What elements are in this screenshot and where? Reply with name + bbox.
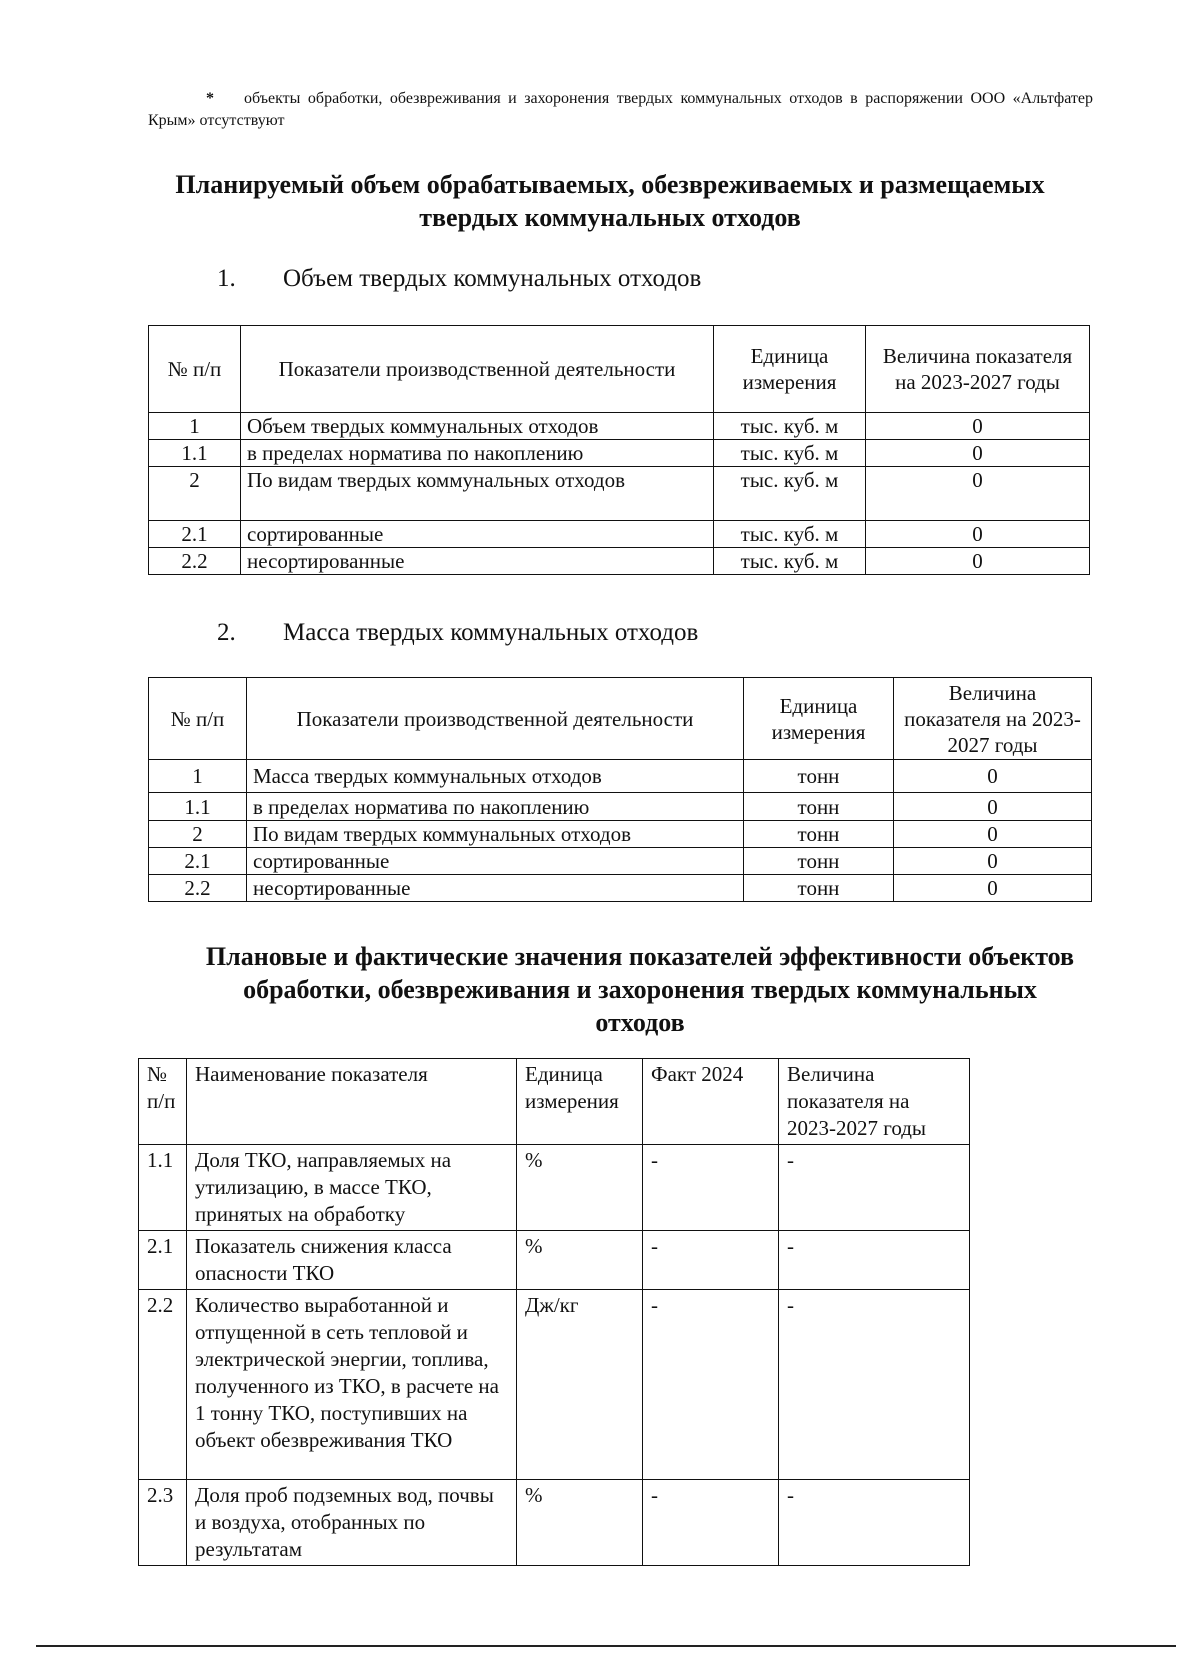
section-2-text: Масса твердых коммунальных отходов (283, 619, 699, 646)
table-row-value: 0 (894, 793, 1092, 821)
header-unit: Единица измерения (744, 678, 894, 760)
table-row-name: По видам твердых коммунальных отходов (247, 821, 744, 848)
table-row-unit: % (517, 1145, 643, 1231)
header-value: Величина показателя на 2023-2027 годы (779, 1059, 970, 1145)
table-row-name: сортированные (241, 521, 714, 548)
header-value: Величина показателя на 2023-2027 годы (894, 678, 1092, 760)
table-row-unit: тонн (744, 760, 894, 793)
header-indicator-name: Наименование показателя (187, 1059, 517, 1145)
table-row-value: 0 (866, 548, 1090, 575)
table-row-num: 2 (149, 821, 247, 848)
table-row-num: 2.2 (149, 548, 241, 575)
table-row-value: - (779, 1290, 970, 1480)
table-row-num: 1 (149, 413, 241, 440)
footnote (148, 88, 1093, 132)
header-indicator: Показатели производственной деятельности (247, 678, 744, 760)
table-row-num: 2.1 (149, 848, 247, 875)
table-row-value: 0 (866, 521, 1090, 548)
table-row-unit: % (517, 1480, 643, 1566)
table-row-unit: тыс. куб. м (714, 521, 866, 548)
table-row-unit: тыс. куб. м (714, 548, 866, 575)
table-row-unit: тыс. куб. м (714, 413, 866, 440)
table-row-value: 0 (894, 821, 1092, 848)
table-row-name: Масса твердых коммунальных отходов (247, 760, 744, 793)
table-row-name: Доля ТКО, направляемых на утилизацию, в массе ТКО, принятых на обработку (187, 1145, 517, 1231)
table-row-num: 2.2 (139, 1290, 187, 1480)
table-row-value: 0 (866, 467, 1090, 521)
table-row-unit: тонн (744, 875, 894, 902)
section-1-number: 1. (217, 265, 236, 292)
header-num: № п/п (149, 326, 241, 413)
table-row-name: По видам твердых коммунальных отходов (241, 467, 714, 521)
section-2-title (217, 618, 698, 648)
efficiency-table (138, 1058, 970, 1566)
volume-table (148, 325, 1090, 575)
table-row-num: 2.1 (139, 1231, 187, 1290)
table-row-name: в пределах норматива по накоплению (241, 440, 714, 467)
table-row-unit: тонн (744, 848, 894, 875)
table-row-value: - (779, 1231, 970, 1290)
footer-divider (36, 1645, 1176, 1647)
table-row-name: Объем твердых коммунальных отходов (241, 413, 714, 440)
table-row-name: несортированные (241, 548, 714, 575)
table-row-name: Показатель снижения класса опасности ТКО (187, 1231, 517, 1290)
table-row-num: 1.1 (139, 1145, 187, 1231)
table-row-num: 2 (149, 467, 241, 521)
footnote-marker: * (206, 90, 214, 107)
table-row-unit: % (517, 1231, 643, 1290)
table-row-num: 2.1 (149, 521, 241, 548)
table-row-fact: - (643, 1290, 779, 1480)
mass-table (148, 677, 1092, 902)
table-row-fact: - (643, 1145, 779, 1231)
table-row-num: 2.3 (139, 1480, 187, 1566)
table-row-value: 0 (894, 760, 1092, 793)
header-num: № п/п (149, 678, 247, 760)
table-row-value: - (779, 1480, 970, 1566)
table-row-num: 1 (149, 760, 247, 793)
table-row-unit: тыс. куб. м (714, 467, 866, 521)
section-2-number: 2. (217, 619, 236, 646)
footnote-text: объекты обработки, обезвреживания и захоронения твердых коммунальных отходов в распоряжении ООО «Альтфатер Крым» отсутствуют (148, 90, 1093, 129)
table-row-name: в пределах норматива по накоплению (247, 793, 744, 821)
table-row-num: 1.1 (149, 793, 247, 821)
table-row-num: 2.2 (149, 875, 247, 902)
table-row-fact: - (643, 1231, 779, 1290)
section-1-text: Объем твердых коммунальных отходов (283, 265, 702, 292)
table-row-unit: тонн (744, 793, 894, 821)
header-value: Величина показателя на 2023-2027 годы (866, 326, 1090, 413)
header-unit: Единица измерения (517, 1059, 643, 1145)
table-row-num: 1.1 (149, 440, 241, 467)
table-row-value: - (779, 1145, 970, 1231)
header-indicator: Показатели производственной деятельности (241, 326, 714, 413)
table-row-name: несортированные (247, 875, 744, 902)
table-row-unit: тыс. куб. м (714, 440, 866, 467)
table-row-name: Доля проб подземных вод, почвы и воздуха, отобранных по результатам (187, 1480, 517, 1566)
table-row-unit: тонн (744, 821, 894, 848)
table-row-unit: Дж/кг (517, 1290, 643, 1480)
heading-efficiency-indicators: Плановые и фактические значения показателей эффективности объектов обработки, обезвреживания и захоронения твердых коммунальных отходов (205, 942, 1075, 1037)
table-row-name: Количество выработанной и отпущенной в сеть тепловой и электрической энергии, топлива, полученного из ТКО, в расчете на 1 тонну ТКО, поступивших на объект обезвреживания ТКО (187, 1290, 517, 1480)
table-row-value: 0 (894, 848, 1092, 875)
header-unit: Единица измерения (714, 326, 866, 413)
header-num: № п/п (139, 1059, 187, 1145)
header-fact-2024: Факт 2024 (643, 1059, 779, 1145)
table-row-value: 0 (866, 440, 1090, 467)
table-row-value: 0 (866, 413, 1090, 440)
table-row-value: 0 (894, 875, 1092, 902)
heading-planned-volume: Планируемый объем обрабатываемых, обезвреживаемых и размещаемых твердых коммунальных отходов (175, 170, 1045, 232)
table-row-fact: - (643, 1480, 779, 1566)
section-1-title (217, 264, 701, 294)
table-row-name: сортированные (247, 848, 744, 875)
